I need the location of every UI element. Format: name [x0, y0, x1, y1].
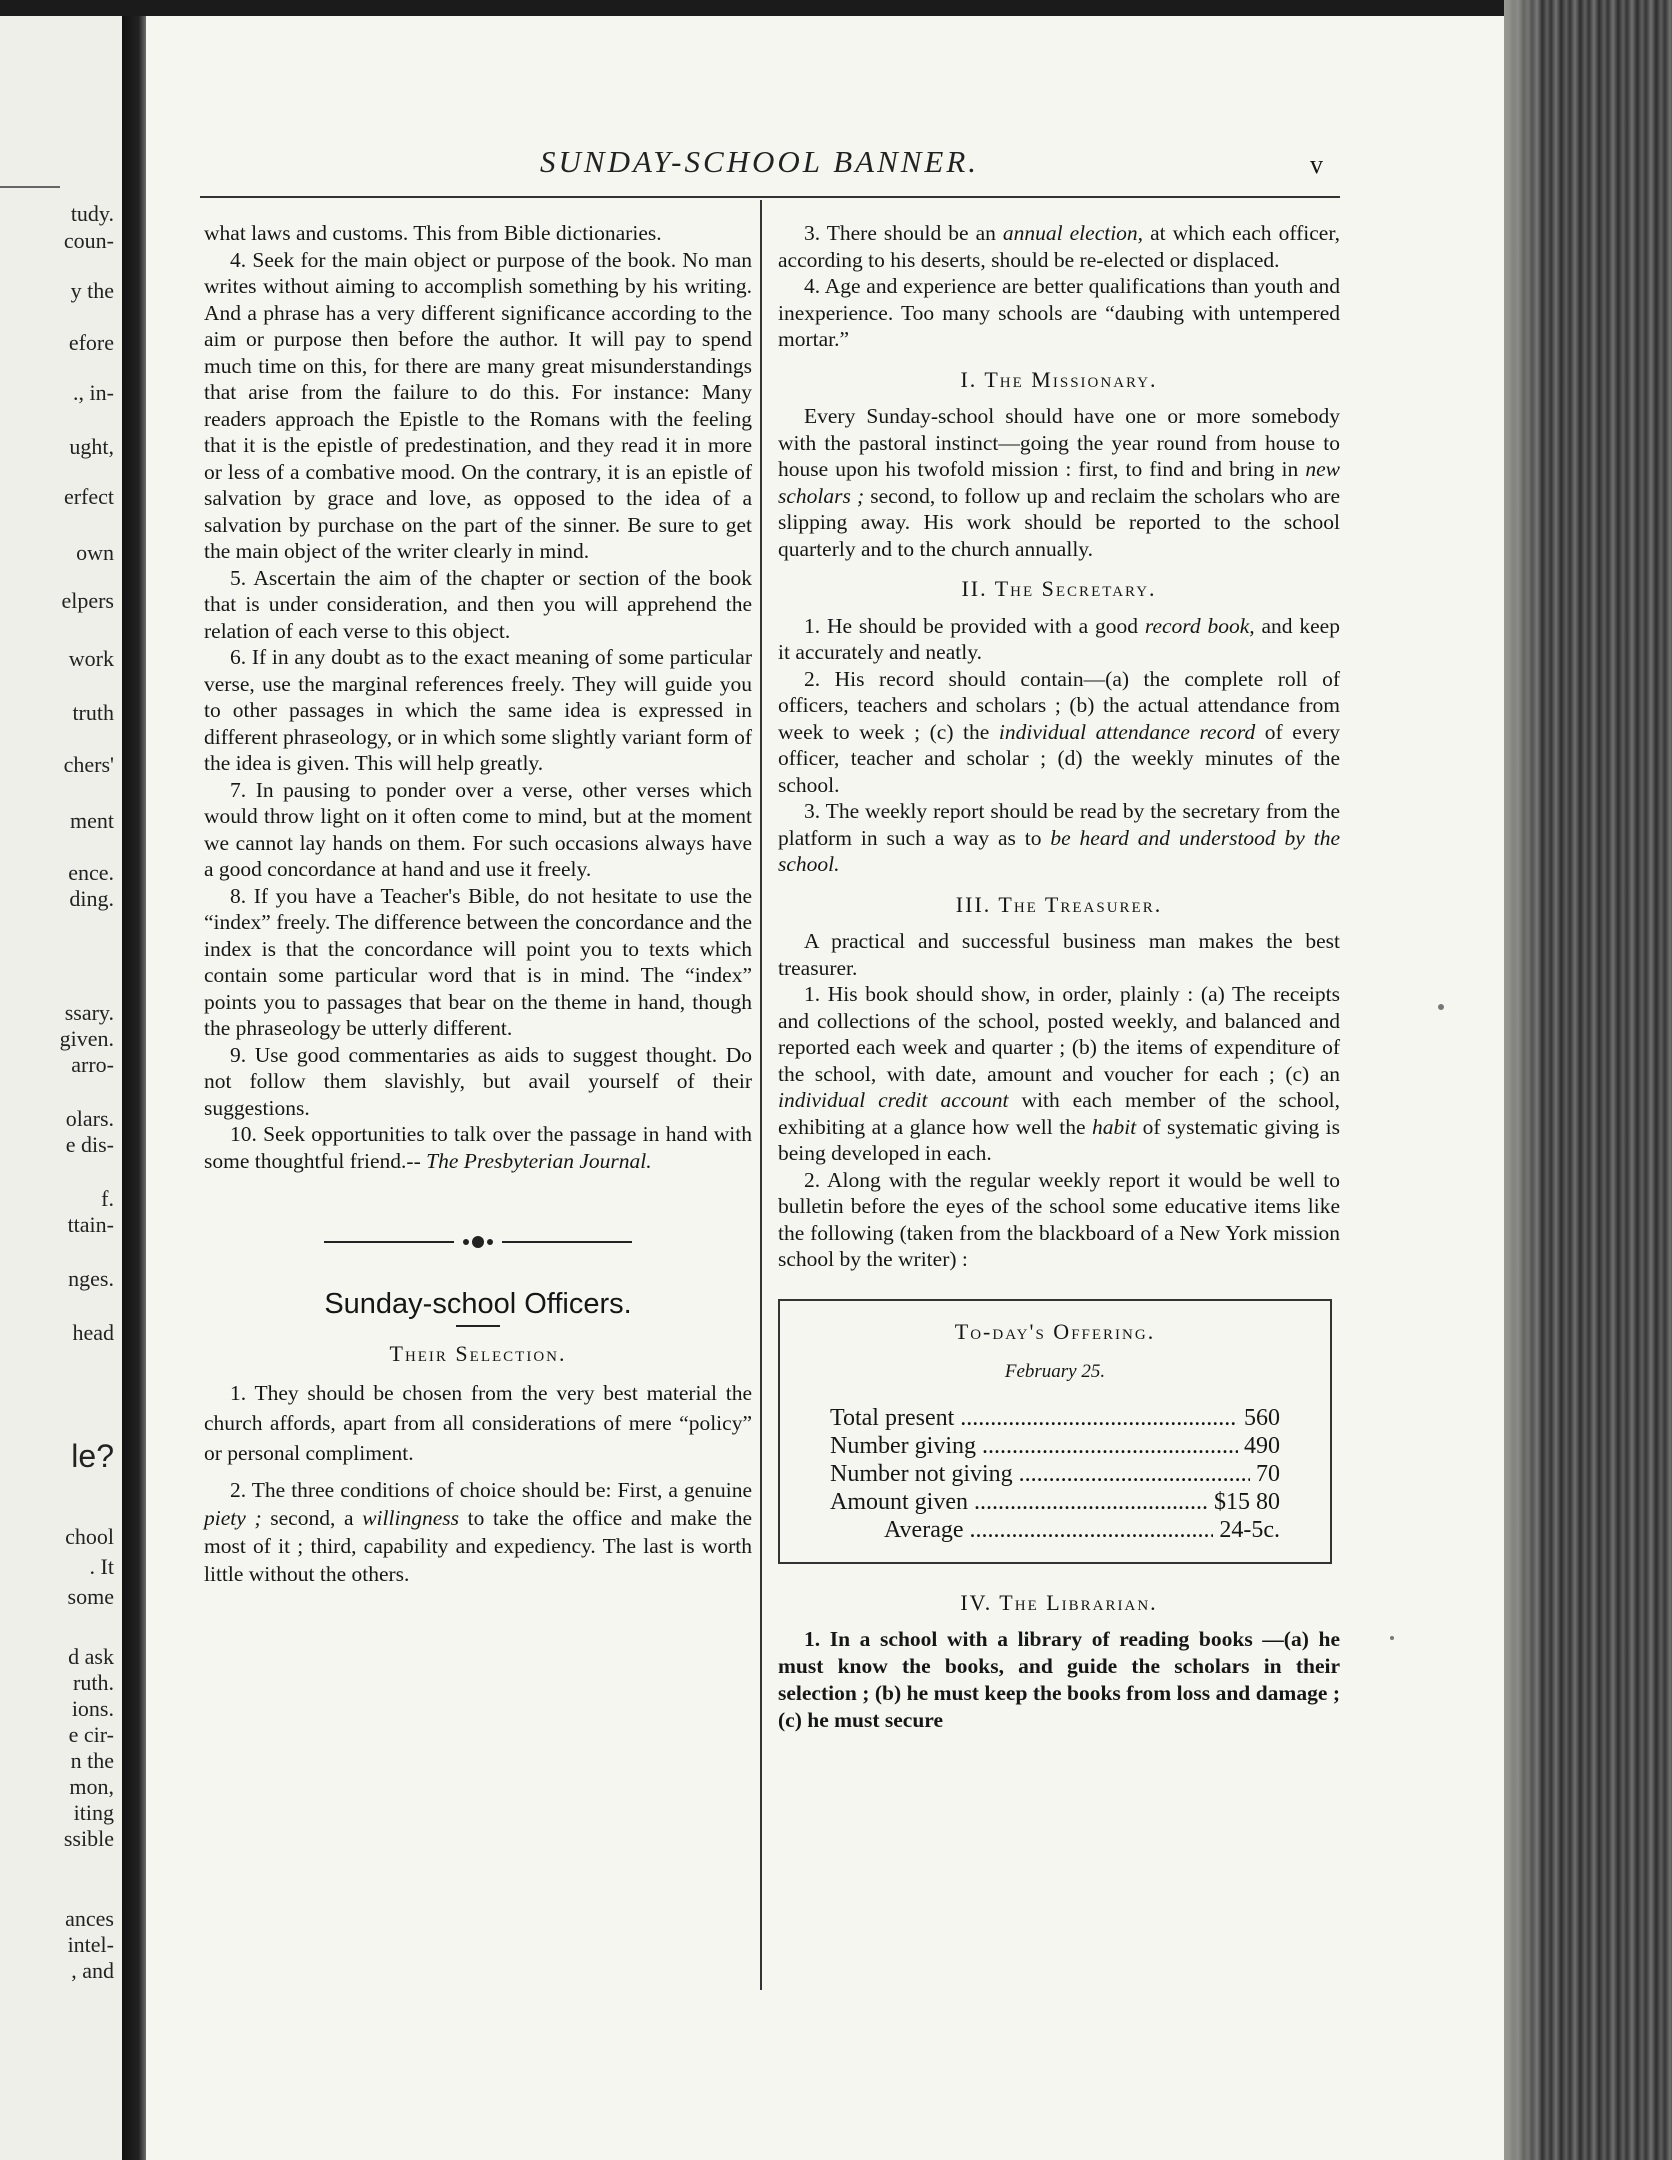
- offering-value: 70: [1256, 1460, 1280, 1487]
- margin-fragment: . It: [89, 1554, 114, 1579]
- offering-row: [800, 1460, 1310, 1488]
- section-heading-secretary: II. The Secretary.: [961, 576, 1157, 601]
- margin-fragment: iting: [73, 1800, 114, 1825]
- p3-text-a: 3. There should be an: [804, 221, 1003, 245]
- sel2-willingness: willingness: [362, 1505, 459, 1530]
- margin-fragment: some: [67, 1584, 114, 1609]
- margin-fragment: elpers: [61, 588, 114, 613]
- section-heading-missionary: I. The Missionary.: [960, 366, 1158, 392]
- margin-fragment: arro-: [71, 1052, 114, 1077]
- margin-fragment: ment: [70, 808, 114, 833]
- m1-text-b: second, to follow up and reclaim the scholars who are slipping away. His work should be reported to the school quarterly and to the church annually.: [778, 483, 1340, 561]
- margin-fragment: ions.: [71, 1696, 114, 1721]
- s1-record-book: record book,: [1144, 613, 1255, 638]
- margin-fragment: nges.: [68, 1266, 114, 1291]
- margin-fragment: ught,: [69, 434, 114, 459]
- margin-fragment: ssary.: [64, 1000, 114, 1025]
- m1-text-a: Every Sunday-school should have one or more somebody with the pastoral instinct—going the year round from house to house upon his twofold mission : first, to find and bring in: [778, 404, 1340, 481]
- margin-fragment: erfect: [63, 484, 114, 509]
- scan-speck: [1390, 1636, 1394, 1640]
- s2-attendance-record: individual attendance record: [998, 719, 1256, 744]
- offering-value: $15 80: [1214, 1488, 1280, 1515]
- margin-fragment: d ask: [68, 1644, 114, 1669]
- sel2-text-a: 2. The three conditions of choice should be: First, a genuine: [230, 1477, 752, 1502]
- secretary-paragraph-2: [778, 666, 1340, 799]
- margin-fragment: ence.: [68, 860, 114, 885]
- margin-fragment: given.: [59, 1026, 114, 1051]
- section-heading-treasurer: III. The Treasurer.: [955, 891, 1163, 917]
- margin-fragment: ttain-: [67, 1212, 114, 1237]
- column-rule: [760, 200, 762, 1990]
- t1-text-c: of systematic giving is being developed in each.: [778, 1114, 1341, 1165]
- offering-value: 560: [1244, 1404, 1280, 1431]
- p3-text-b: at which each officer, according to his deserts, should be re-elected or displaced.: [778, 221, 1340, 272]
- left-column: [204, 220, 752, 1588]
- offering-date: February 25.: [1004, 1361, 1106, 1382]
- paragraph-4: 4. Seek for the main object or purpose of the book. No man writes without aiming to accomplish something by his writing. And a phrase has a very different significance according to the aim or purpose then before the author. It will pay to spend much time on this, for there are many great misunderstandings that arise from the failure to do this. For instance: Many readers approach the Epistle to the Romans with the feeling that it is the epistle of predestination, and they read it in more or less of a combative mood. On the contrary, it is an epistle of salvation by grace and love, as opposed to the idea of a salvation by purchase on the part of the sinner. Be sure to get the main object of the writer clearly in mind.: [204, 247, 752, 563]
- margin-fragment: mon,: [69, 1774, 114, 1799]
- margin-fragment: intel-: [67, 1932, 114, 1957]
- margin-fragment: ding.: [69, 886, 114, 911]
- offering-row: [800, 1516, 1310, 1544]
- sel2-text-b: second, a: [261, 1505, 363, 1530]
- paragraph-6: 6. If in any doubt as to the exact meaning of some particular verse, use the marginal references freely. They will guide you to other passages in which the same idea is expressed in different phraseology, or in which some slightly variant form of the idea is given. This will help greatly.: [204, 645, 752, 775]
- t1-text-a: 1. His book should show, in order, plainly : (a) The receipts and collections of the school, posted weekly, and balanced and reported each week and quarter ; (b) the items of expenditure of the school, with date, amount and voucher for each ; (c) an: [778, 982, 1340, 1086]
- s3-text-a: 3. The weekly report should be read by the secretary from the platform in such a way as to: [778, 799, 1340, 850]
- scan-speck: [1438, 1004, 1444, 1010]
- article-title: Sunday-school Officers.: [324, 1287, 632, 1320]
- margin-fragment: olars.: [65, 1106, 114, 1131]
- page-edge-shadow: [1504, 0, 1544, 2160]
- offering-label: Amount given .....: [830, 1488, 1208, 1516]
- margin-fragment: head: [72, 1320, 114, 1345]
- right-column: [778, 220, 1340, 1734]
- paragraph-9: 9. Use good commentaries as aids to suggest thought. Do not follow them slavishly, but avail yourself of their suggestions.: [204, 1042, 752, 1120]
- offering-row: [800, 1404, 1310, 1432]
- margin-fragment: own: [76, 540, 114, 565]
- paragraph-7: 7. In pausing to ponder over a verse, other verses which would throw light on it often come to mind, but at the moment we cannot lay hands on them. For such occasions always have a good concordance at hand and use it freely.: [204, 777, 752, 881]
- offering-label: Number giving .....: [830, 1432, 1238, 1460]
- offering-label: Average .....: [884, 1516, 1213, 1544]
- margin-fragment: efore: [68, 330, 114, 355]
- offering-label: Number not giving .....: [830, 1460, 1250, 1488]
- section-heading-selection: Their Selection.: [389, 1341, 567, 1366]
- offering-row: [800, 1488, 1310, 1516]
- margin-fragment: y the: [70, 278, 114, 303]
- missionary-paragraph: [778, 403, 1340, 562]
- p3-annual-election: annual election,: [1002, 221, 1144, 245]
- treasurer-paragraph-2: 2. Along with the regular weekly report it would be well to bulletin before the eyes of the school some educative items like the following (taken from the blackboard of a New York mission school by the writer) :: [778, 1167, 1340, 1271]
- scan-top-edge: [0, 0, 1672, 16]
- offering-value: 490: [1244, 1432, 1280, 1459]
- s2-text-b: of every officer, teacher and scholar ; (d) the weekly minutes of the school.: [778, 719, 1340, 797]
- s3-heard-understood: be heard and understood by the school.: [778, 825, 1340, 876]
- sel2-piety: piety ;: [204, 1505, 262, 1530]
- s1-text-b: and keep it accurately and neatly.: [778, 613, 1340, 664]
- offering-value: 24-5c.: [1219, 1516, 1280, 1543]
- previous-page-edge: [0, 16, 122, 2160]
- margin-fragment: n the: [70, 1748, 114, 1773]
- margin-fragment: chers': [63, 752, 114, 777]
- margin-fragment: , and: [71, 1958, 114, 1983]
- margin-fragment: truth: [72, 700, 114, 725]
- selection-paragraph-2: [204, 1476, 752, 1588]
- margin-fragment: work: [68, 646, 114, 671]
- page-number: v: [1310, 150, 1323, 179]
- margin-fragment: tudy.: [70, 201, 114, 226]
- librarian-paragraph-1: 1. In a school with a library of reading books —(a) he must know the books, and guide the scholars in their selection ; (b) he must keep the books from loss and damage ; (c) he must secure: [778, 1627, 1340, 1732]
- section-heading-librarian: IV. The Librarian.: [960, 1589, 1158, 1615]
- treasurer-paragraph-0: A practical and successful business man makes the best treasurer.: [778, 929, 1340, 980]
- previous-page-rule: [0, 186, 60, 188]
- running-head: SUNDAY-SCHOOL BANNER.: [540, 144, 980, 179]
- source-credit: The Presbyterian Journal.: [426, 1148, 652, 1173]
- margin-fragment: chool: [65, 1524, 114, 1549]
- paragraph-10-text: 10. Seek opportunities to talk over the passage in hand with some thoughtful friend.--: [204, 1122, 752, 1173]
- s2-text-a: 2. His record should contain—(a) the complete roll of officers, teachers and scholars ; (b) the actual attendance from week to week ; (c) the: [778, 666, 1340, 744]
- offering-row: [800, 1432, 1310, 1460]
- header-rule: [200, 196, 1340, 198]
- paragraph-continued: what laws and customs. This from Bible dictionaries.: [204, 221, 662, 245]
- margin-fragment: e cir-: [68, 1722, 114, 1747]
- offering-title: To-day's Offering.: [954, 1318, 1156, 1344]
- t1-habit: habit: [1091, 1114, 1137, 1139]
- paragraph-8: 8. If you have a Teacher's Bible, do not hesitate to use the “index” freely. The difference between the concordance and the index is that the concordance will point you to texts which contain some particular word that is in mind. The “index” points you to passages that bear on the theme in hand, though the phraseology be utterly different.: [204, 883, 752, 1040]
- sel2-text-c: to take the office and make the most of it ; third, capability and expediency. The last is worth little without the others.: [204, 1505, 753, 1586]
- margin-fragment: f.: [101, 1186, 114, 1211]
- s1-text-a: 1. He should be provided with a good: [804, 613, 1145, 638]
- margin-fragment: e dis-: [65, 1132, 114, 1157]
- margin-fragment: ssible: [63, 1826, 114, 1851]
- offering-box: [778, 1299, 1332, 1564]
- margin-fragment: ., in-: [73, 380, 114, 405]
- t1-text-b: with each member of the school, exhibiting at a glance how well the: [778, 1088, 1340, 1139]
- section-ornament: [204, 1224, 752, 1260]
- title-rule: [456, 1325, 500, 1327]
- treasurer-paragraph-1: [778, 981, 1340, 1167]
- paragraph-5: 5. Ascertain the aim of the chapter or section of the book that is under consideration, and then you will apprehend the relation of each verse to this object.: [204, 565, 752, 643]
- margin-fragment: coun-: [63, 228, 114, 253]
- margin-fragment: ances: [65, 1906, 114, 1931]
- secretary-paragraph-3: [778, 798, 1340, 878]
- margin-fragment: le?: [71, 1438, 114, 1474]
- t1-credit-account: individual credit account: [778, 1088, 1009, 1112]
- offering-label: Total present .....: [830, 1404, 1238, 1432]
- m1-new-scholars: new scholars ;: [778, 457, 1340, 508]
- secretary-paragraph-1: [778, 613, 1340, 666]
- book-gutter: [122, 16, 146, 2160]
- selection-paragraph-1: 1. They should be chosen from the very best material the church affords, apart from all considerations of mere “policy” or personal compliment.: [204, 1380, 752, 1465]
- margin-fragment: ruth.: [73, 1670, 114, 1695]
- paragraph-3: [778, 220, 1340, 273]
- paragraph-4-right: 4. Age and experience are better qualifications than youth and inexperience. Too many schools are “daubing with untempered mortar.”: [778, 274, 1340, 351]
- paragraph-10: [204, 1121, 752, 1174]
